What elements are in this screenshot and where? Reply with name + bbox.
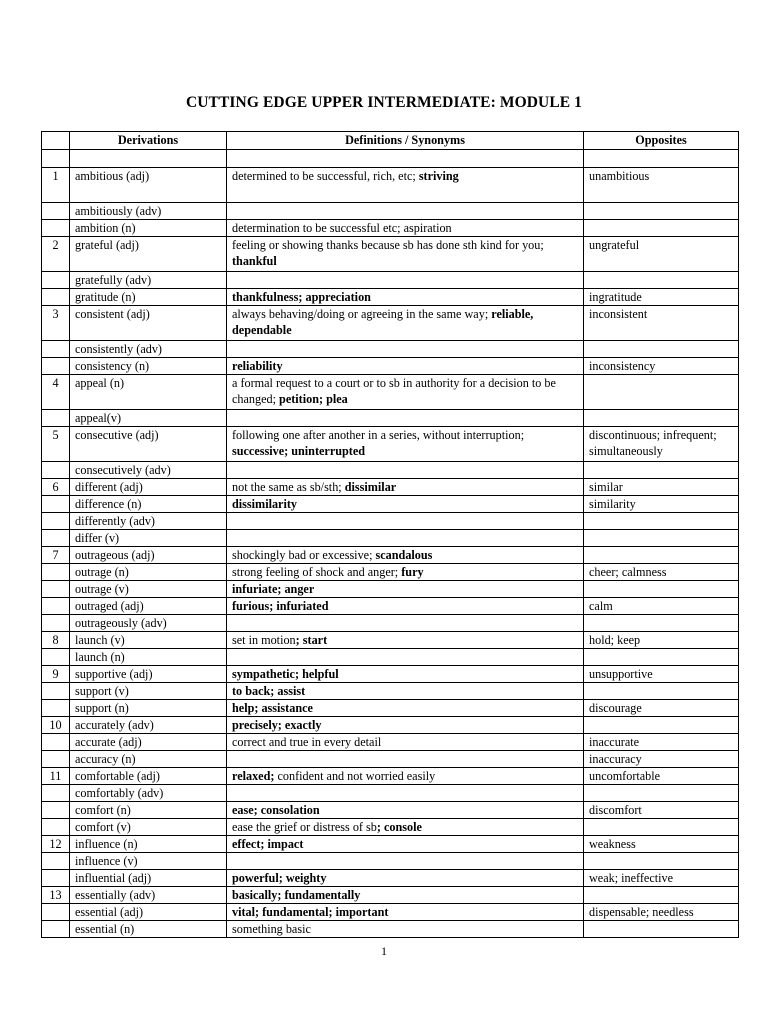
row-number: 9 (42, 666, 70, 683)
definition-text: correct and true in every detail (232, 735, 382, 749)
table-row (42, 272, 739, 289)
definition-cell (227, 887, 584, 904)
definition-text: determination to be successful etc; aspiration (232, 221, 452, 235)
derivation-cell: comfort (n) (70, 802, 227, 819)
table-row (42, 870, 739, 887)
opposite-cell (584, 203, 739, 220)
row-number (42, 700, 70, 717)
row-number (42, 734, 70, 751)
derivation-cell: ambitiously (adv) (70, 203, 227, 220)
header-opposites: Opposites (584, 132, 739, 150)
definition-cell (227, 581, 584, 598)
derivation-cell: comfortable (adj) (70, 768, 227, 785)
table-row (42, 564, 739, 581)
synonym-text: dissimilar (344, 480, 397, 494)
row-number (42, 853, 70, 870)
derivation-cell: ambitious (adj) (70, 168, 227, 203)
definition-cell (227, 819, 584, 836)
opposite-cell: uncomfortable (584, 768, 739, 785)
opposite-cell: inaccuracy (584, 751, 739, 768)
opposite-cell (584, 530, 739, 547)
table-row (42, 375, 739, 410)
definition-cell (227, 921, 584, 938)
synonym-text: dissimilarity (232, 497, 298, 511)
opposite-cell (584, 272, 739, 289)
definition-cell (227, 802, 584, 819)
opposite-cell: similarity (584, 496, 739, 513)
synonym-text: infuriate; anger (232, 582, 315, 596)
synonym-text: reliability (232, 359, 283, 373)
header-number (42, 132, 70, 150)
opposite-cell (584, 220, 739, 237)
row-number (42, 513, 70, 530)
synonym-text: ease; consolation (232, 803, 320, 817)
derivation-cell: consecutively (adv) (70, 462, 227, 479)
opposite-cell: similar (584, 479, 739, 496)
synonym-text: petition; plea (279, 392, 348, 406)
derivation-cell: consistent (adj) (70, 306, 227, 341)
derivation-cell: influence (v) (70, 853, 227, 870)
derivation-cell: accuracy (n) (70, 751, 227, 768)
opposite-cell: discomfort (584, 802, 739, 819)
table-header-row (42, 132, 739, 150)
row-number (42, 410, 70, 427)
definition-text: determined to be successful, rich, etc; (232, 169, 419, 183)
opposite-cell: calm (584, 598, 739, 615)
definition-cell (227, 427, 584, 462)
definition-cell (227, 547, 584, 564)
opposite-cell: unambitious (584, 168, 739, 203)
row-number (42, 220, 70, 237)
definition-cell (227, 220, 584, 237)
row-number (42, 870, 70, 887)
row-number: 13 (42, 887, 70, 904)
definition-text: strong feeling of shock and anger; (232, 565, 402, 579)
row-number (42, 615, 70, 632)
definition-cell (227, 666, 584, 683)
synonym-text: sympathetic; helpful (232, 667, 339, 681)
derivation-cell: gratefully (adv) (70, 272, 227, 289)
table-row (42, 785, 739, 802)
blank-cell (70, 150, 227, 168)
opposite-cell (584, 547, 739, 564)
derivation-cell: support (v) (70, 683, 227, 700)
row-number (42, 203, 70, 220)
table-row (42, 632, 739, 649)
page-number: 1 (381, 944, 387, 958)
definition-cell (227, 479, 584, 496)
table-body (42, 150, 739, 938)
derivation-cell: support (n) (70, 700, 227, 717)
definition-cell (227, 289, 584, 306)
derivation-cell: different (adj) (70, 479, 227, 496)
opposite-cell (584, 717, 739, 734)
derivation-cell: grateful (adj) (70, 237, 227, 272)
table-row (42, 513, 739, 530)
derivation-cell: comfort (v) (70, 819, 227, 836)
blank-cell (227, 150, 584, 168)
table-row (42, 887, 739, 904)
header-derivations: Derivations (70, 132, 227, 150)
opposite-cell (584, 341, 739, 358)
derivation-cell: influential (adj) (70, 870, 227, 887)
derivation-cell: outrage (n) (70, 564, 227, 581)
row-number (42, 530, 70, 547)
opposite-cell (584, 853, 739, 870)
table-row (42, 341, 739, 358)
opposite-cell (584, 615, 739, 632)
derivation-cell: consistency (n) (70, 358, 227, 375)
synonym-text: vital; fundamental; important (232, 905, 389, 919)
table-row (42, 358, 739, 375)
derivation-cell: comfortably (adv) (70, 785, 227, 802)
synonym-text: striving (418, 169, 459, 183)
table-row (42, 530, 739, 547)
row-number: 12 (42, 836, 70, 853)
opposite-cell: cheer; calmness (584, 564, 739, 581)
derivation-cell: ambition (n) (70, 220, 227, 237)
definition-cell (227, 203, 584, 220)
opposite-cell (584, 921, 739, 938)
row-number (42, 581, 70, 598)
definition-cell (227, 306, 584, 341)
opposite-cell: unsupportive (584, 666, 739, 683)
definition-text: something basic (232, 922, 311, 936)
table-row (42, 853, 739, 870)
definition-cell (227, 700, 584, 717)
synonym-text: thankfulness; appreciation (232, 290, 371, 304)
opposite-cell: inconsistent (584, 306, 739, 341)
row-number: 4 (42, 375, 70, 410)
derivation-cell: outrageous (adj) (70, 547, 227, 564)
definition-text: set in motion (232, 633, 296, 647)
opposite-cell (584, 785, 739, 802)
row-number: 7 (42, 547, 70, 564)
definition-cell (227, 785, 584, 802)
table-row (42, 220, 739, 237)
row-number: 11 (42, 768, 70, 785)
synonym-text: reliable, dependable (232, 307, 534, 337)
row-number: 3 (42, 306, 70, 341)
synonym-text: help; assistance (232, 701, 313, 715)
opposite-cell: dispensable; needless (584, 904, 739, 921)
opposite-cell: weakness (584, 836, 739, 853)
definition-cell (227, 496, 584, 513)
table-row (42, 717, 739, 734)
blank-cell (42, 150, 70, 168)
table-row (42, 734, 739, 751)
synonym-text: to back; assist (232, 684, 306, 698)
row-number (42, 341, 70, 358)
opposite-cell (584, 649, 739, 666)
definition-cell (227, 717, 584, 734)
opposite-cell: discourage (584, 700, 739, 717)
table-row (42, 666, 739, 683)
definition-cell (227, 168, 584, 203)
derivation-cell: launch (v) (70, 632, 227, 649)
derivation-cell: appeal (n) (70, 375, 227, 410)
derivation-cell: differ (v) (70, 530, 227, 547)
blank-row (42, 150, 739, 168)
row-number (42, 496, 70, 513)
derivation-cell: accurate (adj) (70, 734, 227, 751)
row-number (42, 289, 70, 306)
definition-text: feeling or showing thanks because sb has done sth kind for you; (232, 238, 544, 252)
opposite-cell: inaccurate (584, 734, 739, 751)
opposite-cell (584, 581, 739, 598)
opposite-cell (584, 513, 739, 530)
row-number: 1 (42, 168, 70, 203)
derivation-cell: appeal(v) (70, 410, 227, 427)
synonym-text: scandalous (375, 548, 433, 562)
table-row (42, 904, 739, 921)
table-row (42, 921, 739, 938)
blank-cell (584, 150, 739, 168)
derivation-cell: outraged (adj) (70, 598, 227, 615)
page-title: CUTTING EDGE UPPER INTERMEDIATE: MODULE 1 (185, 94, 583, 111)
definition-cell (227, 615, 584, 632)
derivation-cell: essentially (adv) (70, 887, 227, 904)
table-row (42, 836, 739, 853)
definition-cell (227, 836, 584, 853)
table-row (42, 427, 739, 462)
definition-cell (227, 341, 584, 358)
table-row (42, 683, 739, 700)
derivation-cell: outrage (v) (70, 581, 227, 598)
row-number (42, 462, 70, 479)
synonym-text: furious; infuriated (232, 599, 329, 613)
opposite-cell: weak; ineffective (584, 870, 739, 887)
table-row (42, 168, 739, 203)
table-row (42, 203, 739, 220)
definition-cell (227, 530, 584, 547)
table-row (42, 598, 739, 615)
definition-text: not the same as sb/sth; (232, 480, 345, 494)
definition-cell (227, 904, 584, 921)
definition-cell (227, 683, 584, 700)
row-number (42, 802, 70, 819)
opposite-cell: discontinuous; infrequent; simultaneously (584, 427, 739, 462)
opposite-cell: inconsistency (584, 358, 739, 375)
table-row (42, 479, 739, 496)
table-row (42, 819, 739, 836)
synonym-text: relaxed; (232, 769, 275, 783)
synonym-text: powerful; weighty (232, 871, 327, 885)
table-row (42, 547, 739, 564)
opposite-cell: ungrateful (584, 237, 739, 272)
definition-text: following one after another in a series, without interruption; (232, 428, 525, 442)
row-number (42, 785, 70, 802)
table-row (42, 581, 739, 598)
derivation-cell: supportive (adj) (70, 666, 227, 683)
definition-cell (227, 358, 584, 375)
derivation-cell: accurately (adv) (70, 717, 227, 734)
row-number: 2 (42, 237, 70, 272)
synonym-text: basically; fundamentally (232, 888, 361, 902)
row-number (42, 683, 70, 700)
table-row (42, 289, 739, 306)
definition-cell (227, 632, 584, 649)
table-row (42, 306, 739, 341)
definition-cell (227, 375, 584, 410)
definition-text: always behaving/doing or agreeing in the same way; (232, 307, 492, 321)
table-row (42, 768, 739, 785)
synonym-text: precisely; exactly (232, 718, 322, 732)
synonym-text: fury (401, 565, 424, 579)
derivation-cell: consistently (adv) (70, 341, 227, 358)
row-number (42, 819, 70, 836)
definition-cell (227, 649, 584, 666)
table-row (42, 802, 739, 819)
synonym-text: ; start (295, 633, 328, 647)
table-row (42, 462, 739, 479)
opposite-cell (584, 819, 739, 836)
row-number (42, 751, 70, 768)
derivation-cell: outrageously (adv) (70, 615, 227, 632)
row-number (42, 904, 70, 921)
definition-cell (227, 513, 584, 530)
opposite-cell (584, 410, 739, 427)
row-number: 6 (42, 479, 70, 496)
table-row (42, 410, 739, 427)
definition-text: shockingly bad or excessive; (232, 548, 376, 562)
row-number (42, 564, 70, 581)
opposite-cell (584, 462, 739, 479)
table-row (42, 649, 739, 666)
derivation-cell: launch (n) (70, 649, 227, 666)
definition-cell (227, 462, 584, 479)
table-row (42, 496, 739, 513)
opposite-cell (584, 375, 739, 410)
definition-text: ease the grief or distress of sb (232, 820, 377, 834)
synonym-text: effect; impact (232, 837, 304, 851)
definition-cell (227, 598, 584, 615)
opposite-cell: ingratitude (584, 289, 739, 306)
table-row (42, 237, 739, 272)
vocabulary-table (41, 131, 739, 938)
header-definitions: Definitions / Synonyms (227, 132, 584, 150)
table-row (42, 751, 739, 768)
definition-cell (227, 870, 584, 887)
row-number: 5 (42, 427, 70, 462)
definition-cell (227, 853, 584, 870)
opposite-cell (584, 887, 739, 904)
derivation-cell: difference (n) (70, 496, 227, 513)
definition-cell (227, 768, 584, 785)
definition-cell (227, 751, 584, 768)
row-number (42, 921, 70, 938)
row-number (42, 272, 70, 289)
synonym-text: successive; uninterrupted (232, 444, 366, 458)
synonym-text: ; console (376, 820, 422, 834)
definition-cell (227, 272, 584, 289)
definition-cell (227, 237, 584, 272)
row-number (42, 649, 70, 666)
derivation-cell: gratitude (n) (70, 289, 227, 306)
row-number (42, 598, 70, 615)
definition-text: a formal request to a court or to sb in authority for a decision to be changed; (232, 376, 556, 406)
definition-cell (227, 734, 584, 751)
definition-cell (227, 410, 584, 427)
opposite-cell: hold; keep (584, 632, 739, 649)
definition-cell (227, 564, 584, 581)
synonym-text: thankful (232, 254, 277, 268)
derivation-cell: essential (n) (70, 921, 227, 938)
opposite-cell (584, 683, 739, 700)
derivation-cell: consecutive (adj) (70, 427, 227, 462)
derivation-cell: essential (adj) (70, 904, 227, 921)
row-number (42, 358, 70, 375)
derivation-cell: differently (adv) (70, 513, 227, 530)
row-number: 10 (42, 717, 70, 734)
table-row (42, 700, 739, 717)
table-row (42, 615, 739, 632)
derivation-cell: influence (n) (70, 836, 227, 853)
definition-text: confident and not worried easily (274, 769, 436, 783)
row-number: 8 (42, 632, 70, 649)
